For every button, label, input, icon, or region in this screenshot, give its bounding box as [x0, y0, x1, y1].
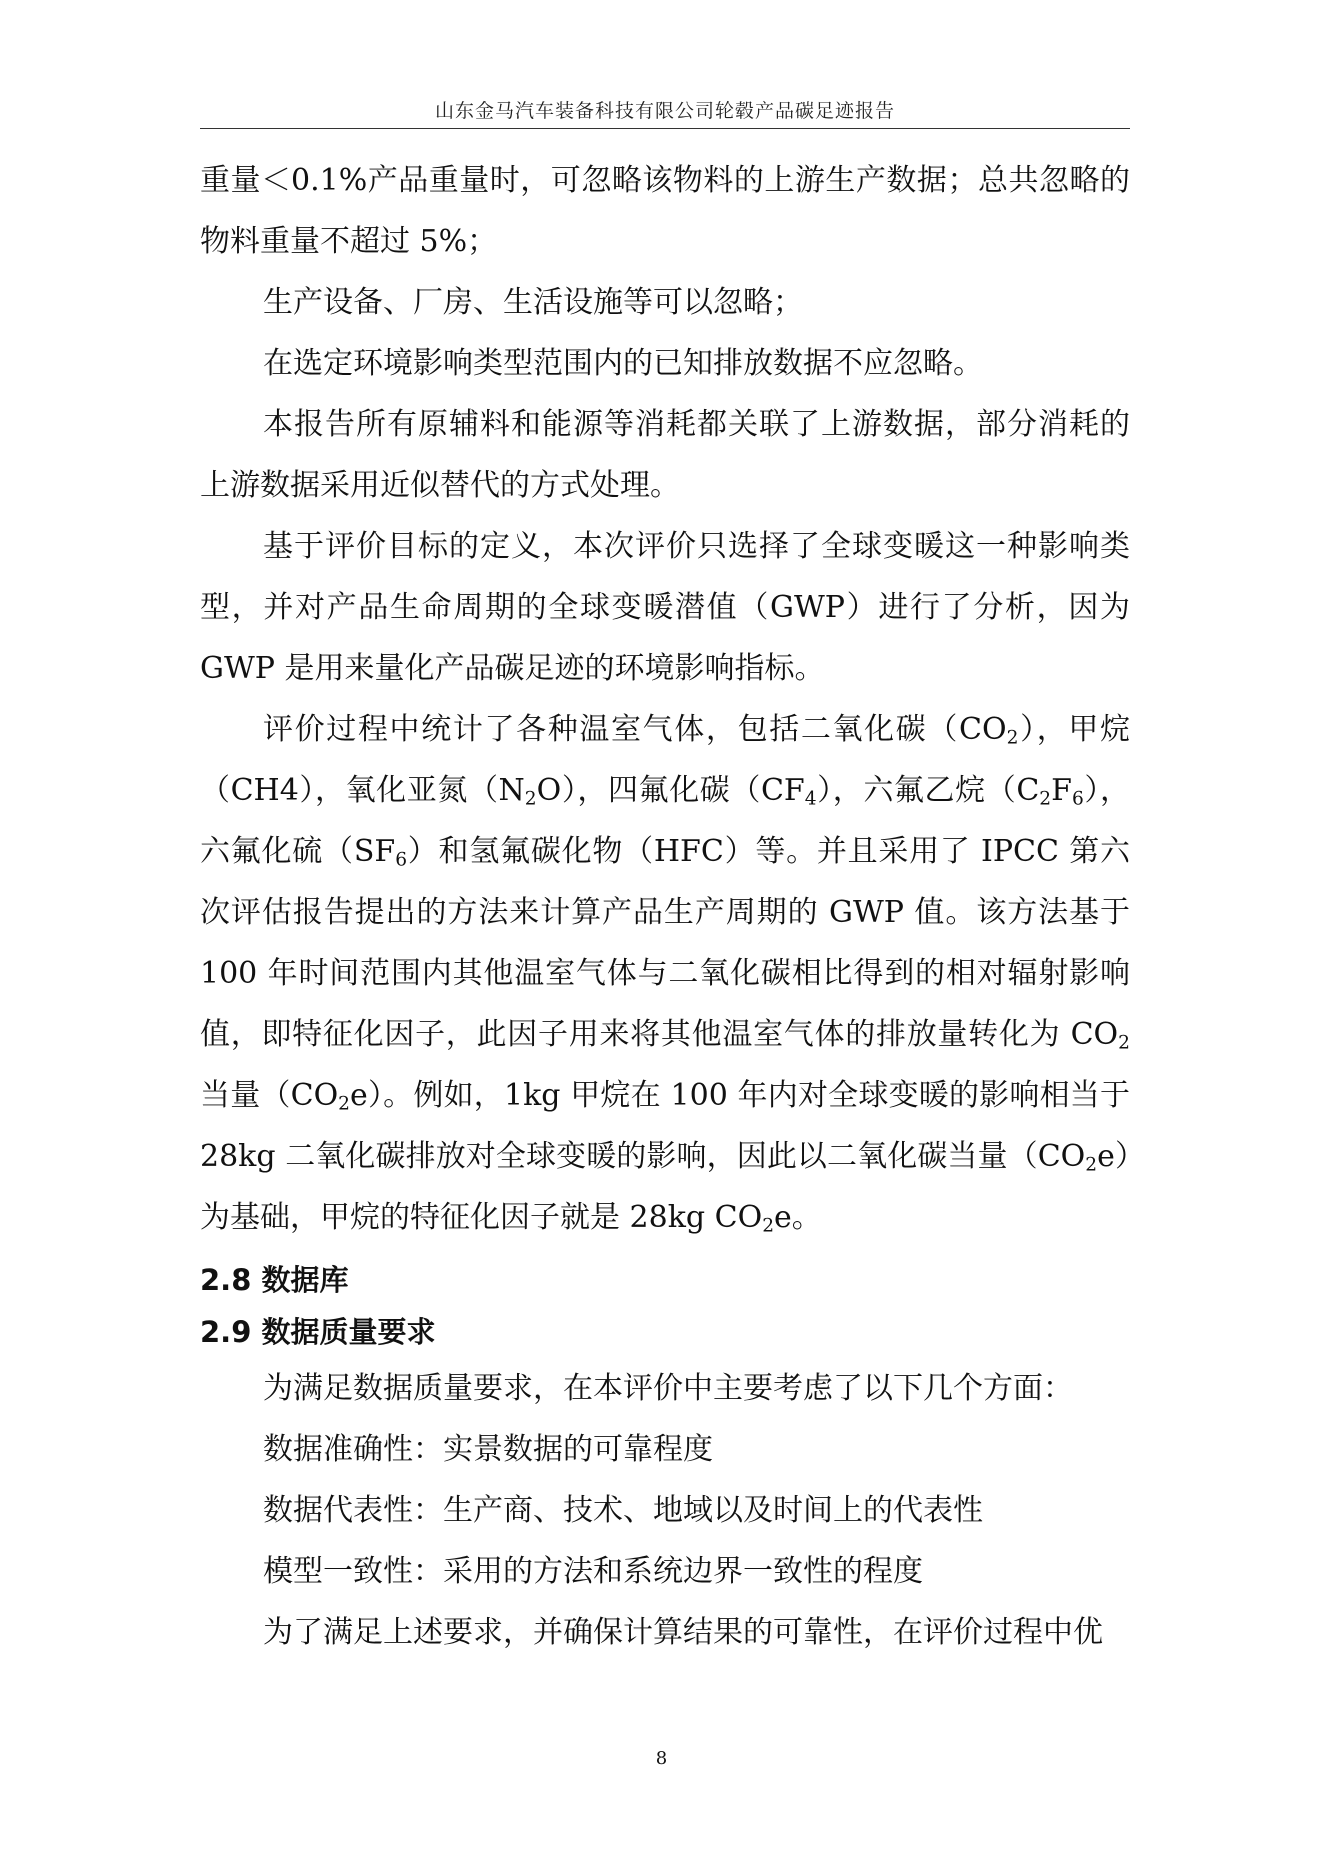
document-body — [200, 150, 1130, 1663]
text-segment: ），甲烷（CH4），氧化亚氮（N — [200, 712, 1130, 808]
paragraph-quality-intro: 为满足数据质量要求，在本评价中主要考虑了以下几个方面： — [263, 1371, 1073, 1406]
paragraph-reliability: 为了满足上述要求，并确保计算结果的可靠性，在评价过程中优 — [263, 1615, 1103, 1650]
subscript: 2 — [1118, 1032, 1130, 1054]
text-segment: e。 — [774, 1200, 822, 1235]
section-heading-data-quality: 2.9 数据质量要求 — [200, 1315, 436, 1349]
text-segment: ）和氢氟碳化物（HFC）等。并且采用了 IPCC 第六次评估报告提出的方法来计算产品生产周期的 GWP 值。该方法基于 100 年时间范围内其他温室气体与二氧化碳相比得到的相对辐射影响值，即特征化因子，此因子用来将其他温室气体的排放量转化为 CO — [200, 834, 1130, 1052]
paragraph-greenhouse-gases — [200, 699, 1130, 1248]
text-segment: O），四氟化碳（CF — [536, 773, 805, 808]
text-segment: e）为基础，甲烷的特征化因子就是 28kg CO — [200, 1139, 1130, 1235]
text-segment: ），六氟化硫（SF — [200, 773, 1130, 869]
text-segment: 当量（CO — [200, 1078, 339, 1113]
paragraph-exclusion-rule: 重量＜0.1%产品重量时，可忽略该物料的上游生产数据；总共忽略的物料重量不超过 5%； — [200, 163, 1130, 259]
subscript: 6 — [395, 849, 408, 871]
subscript: 2 — [338, 1093, 351, 1115]
paragraph-data-representativeness: 数据代表性：生产商、技术、地域以及时间上的代表性 — [263, 1493, 983, 1528]
paragraph-equipment-ignore: 生产设备、厂房、生活设施等可以忽略； — [263, 285, 803, 320]
subscript: 2 — [1085, 1154, 1098, 1176]
subscript: 2 — [1039, 788, 1052, 810]
page-header-title: 山东金马汽车装备科技有限公司轮毂产品碳足迹报告 — [434, 100, 895, 122]
paragraph-upstream-data: 本报告所有原辅料和能源等消耗都关联了上游数据，部分消耗的上游数据采用近似替代的方式处理。 — [200, 407, 1130, 503]
subscript: 6 — [1071, 788, 1084, 810]
section-heading-database: 2.8 数据库 — [200, 1263, 349, 1297]
page-number: 8 — [655, 1748, 668, 1769]
subscript: 4 — [804, 788, 817, 810]
paragraph-gwp-impact: 基于评价目标的定义，本次评价只选择了全球变暖这一种影响类型，并对产品生命周期的全球变暖潜值（GWP）进行了分析，因为 GWP 是用来量化产品碳足迹的环境影响指标。 — [200, 529, 1130, 686]
text-segment: ），六氟乙烷（C — [816, 773, 1040, 808]
subscript: 2 — [762, 1215, 775, 1237]
subscript: 2 — [1006, 727, 1019, 749]
text-segment: e）。例如，1kg 甲烷在 100 年内对全球变暖的影响相当于 28kg 二氧化碳排放对全球变暖的影响，因此以二氧化碳当量（CO — [200, 1078, 1130, 1174]
text-segment: 评价过程中统计了各种温室气体，包括二氧化碳（CO — [263, 712, 1007, 747]
paragraph-data-accuracy: 数据准确性：实景数据的可靠程度 — [263, 1432, 713, 1467]
text-segment: F — [1051, 773, 1072, 808]
subscript: 2 — [524, 788, 537, 810]
header-divider — [200, 128, 1130, 129]
paragraph-emission-data: 在选定环境影响类型范围内的已知排放数据不应忽略。 — [263, 346, 983, 381]
paragraph-model-consistency: 模型一致性：采用的方法和系统边界一致性的程度 — [263, 1554, 923, 1589]
